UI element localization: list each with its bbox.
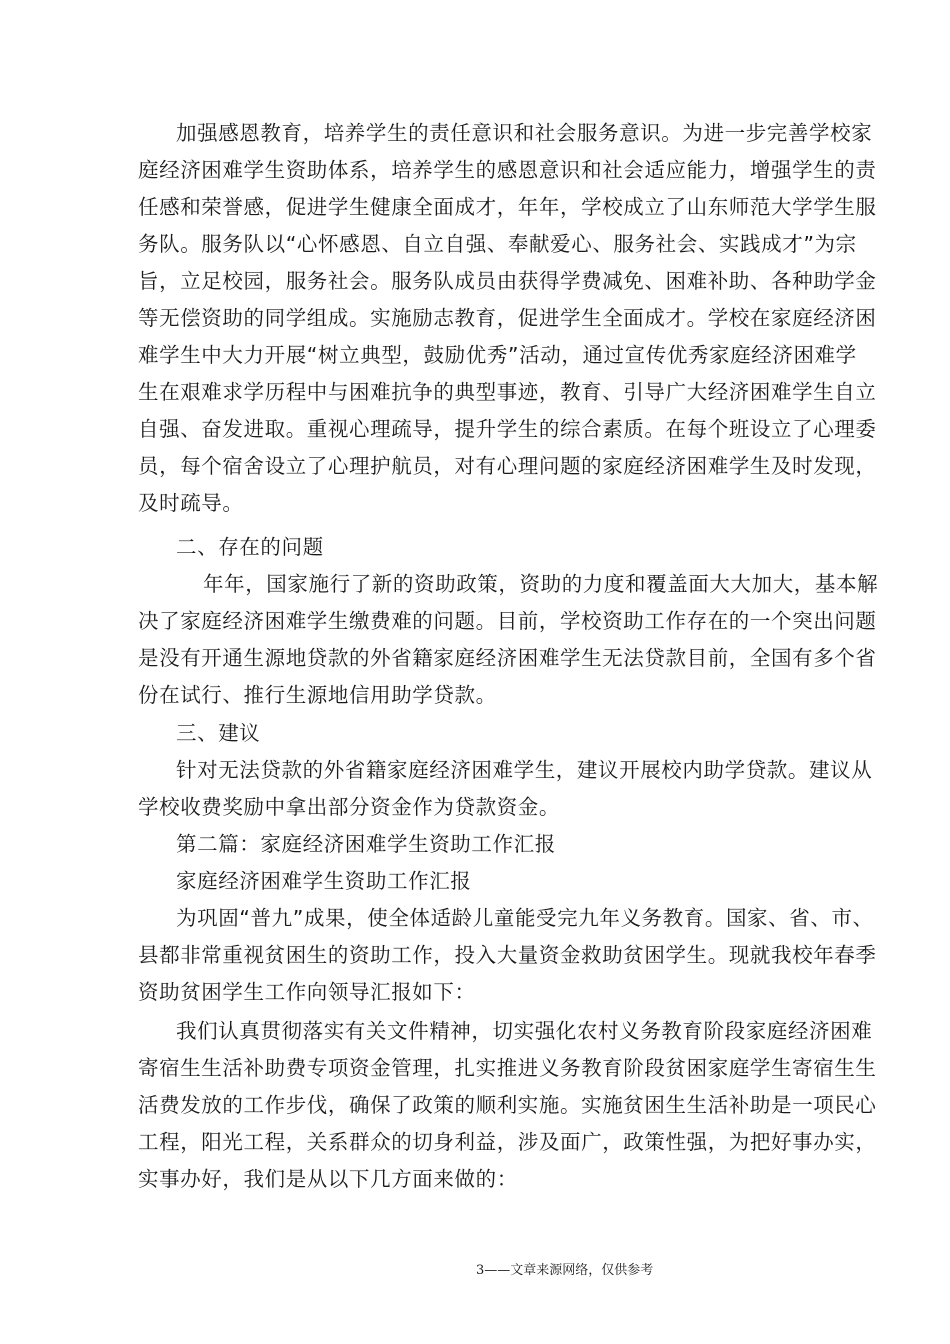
text-line: 资助贫困学生工作向领导汇报如下： [138,980,476,1004]
text-line: 份在试行、推行生源地信用助学贷款。 [138,683,497,707]
text-line: 是没有开通生源地贷款的外省籍家庭经济困难学生无法贷款目前，全国有多个省 [138,646,877,670]
text-line: 旨，立足校园，服务社会。服务队成员由获得学费减免、困难补助、各种助学金 [138,269,877,293]
text-line: 决了家庭经济困难学生缴费难的问题。目前，学校资助工作存在的一个突出问题 [138,609,877,633]
text-line: 活费发放的工作步伐，确保了政策的顺利实施。实施贫困生生活补助是一项民心 [138,1093,877,1117]
text-line: 生在艰难求学历程中与困难抗争的典型事迹，教育、引导广大经济困难学生自立 [138,380,877,404]
text-line: 加强感恩教育，培养学生的责任意识和社会服务意识。为进一步完善学校家 [176,121,873,145]
text-line: 庭经济困难学生资助体系，培养学生的感恩意识和社会适应能力，增强学生的责 [138,158,877,182]
text-line: 务队。服务队以“心怀感恩、自立自强、奉献爱心、服务社会、实践成才”为宗 [138,232,857,256]
text-line: 任感和荣誉感，促进学生健康全面成才，年年，学校成立了山东师范大学学生服 [138,195,877,219]
text-line: 为巩固“普九”成果，使全体适龄儿童能受完九年义务教育。国家、省、市、 [176,906,874,930]
section-heading: 三、建议 [176,721,261,745]
text-line: 年年，国家施行了新的资助政策，资助的力度和覆盖面大大加大，基本解 [203,572,879,596]
text-line: 工程，阳光工程，关系群众的切身利益，涉及面广，政策性强，为把好事办实， [138,1130,877,1154]
text-line: 学校收费奖励中拿出部分资金作为贷款资金。 [138,795,560,819]
page-footer: 3——文章来源网络，仅供参考 [476,1263,654,1278]
text-line: 我们认真贯彻落实有关文件精神，切实强化农村义务教育阶段家庭经济困难 [176,1019,873,1043]
text-line: 员，每个宿舍设立了心理护航员，对有心理问题的家庭经济困难学生及时发现， [138,454,877,478]
text-line: 寄宿生生活补助费专项资金管理，扎实推进义务教育阶段贫困家庭学生寄宿生生 [138,1056,877,1080]
text-line: 县都非常重视贫困生的资助工作，投入大量资金救助贫困学生。现就我校年春季 [138,943,877,967]
section-heading: 二、存在的问题 [176,535,324,559]
text-line: 实事办好，我们是从以下几方面来做的： [138,1167,518,1191]
text-line: 针对无法贷款的外省籍家庭经济困难学生，建议开展校内助学贷款。建议从 [176,758,873,782]
text-line: 等无偿资助的同学组成。实施励志教育，促进学生全面成才。学校在家庭经济困 [138,306,877,330]
text-line: 难学生中大力开展“树立典型，鼓励优秀”活动，通过宣传优秀家庭经济困难学 [138,343,857,367]
text-line: 自强、奋发进取。重视心理疏导，提升学生的综合素质。在每个班设立了心理委 [138,417,877,441]
text-line: 及时疏导。 [138,491,244,515]
report-title: 家庭经济困难学生资助工作汇报 [176,869,472,893]
chapter-heading: 第二篇：家庭经济困难学生资助工作汇报 [176,832,556,856]
